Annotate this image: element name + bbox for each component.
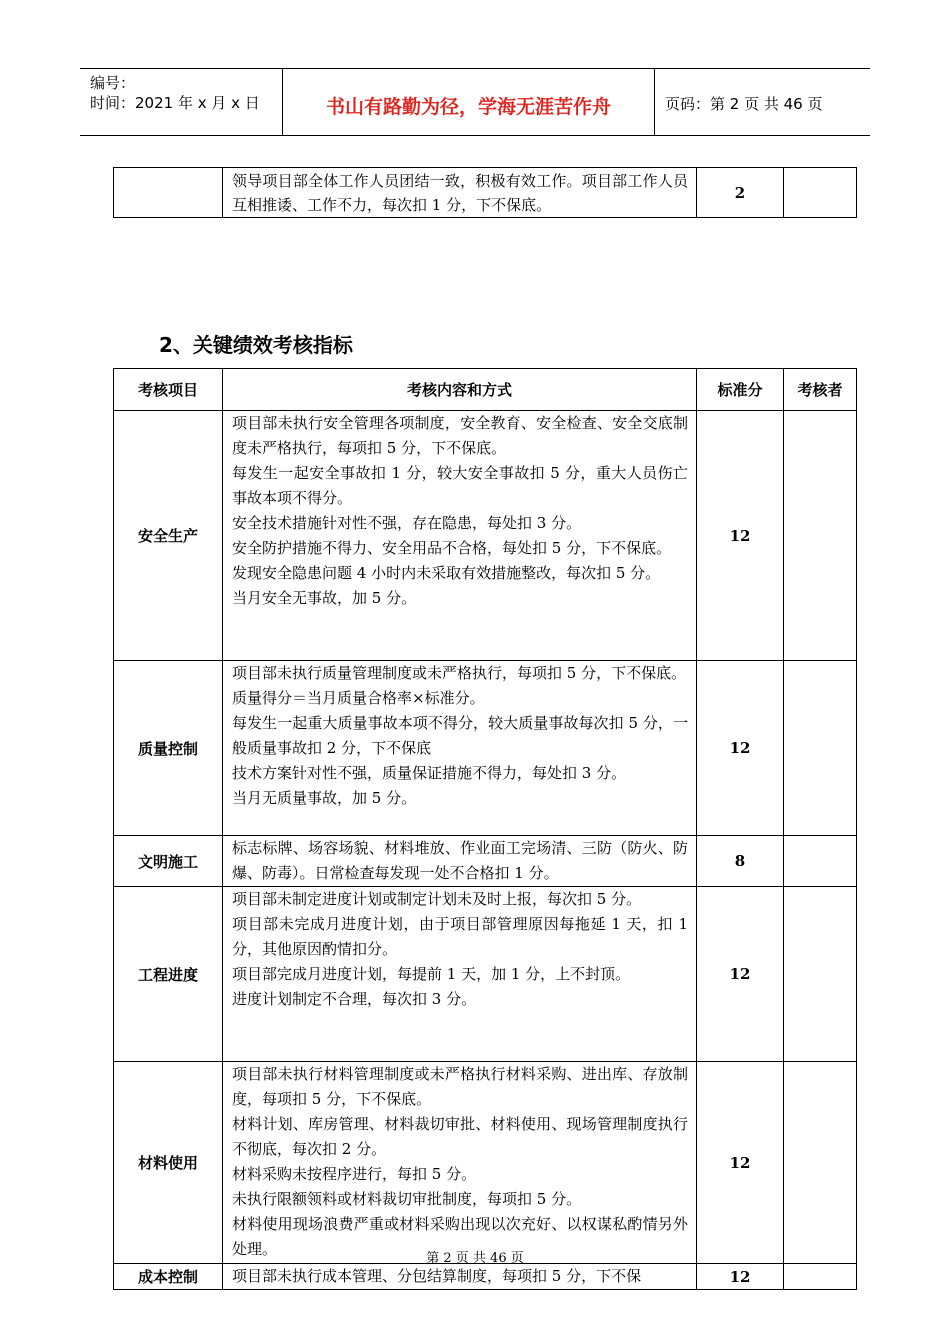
content-line: 安全技术措施针对性不强，存在隐患，每处扣 3 分。 — [232, 514, 582, 532]
section-title: 2、关键绩效考核指标 — [159, 333, 353, 357]
header-divider — [654, 69, 655, 135]
table-header-row — [114, 369, 857, 411]
score-cell: 12 — [697, 661, 784, 836]
content-line: 项目部未执行成本管理、分包结算制度，每项扣 5 分，下不保 — [232, 1267, 642, 1285]
content-line: 项目部未制定进度计划或制定计划未及时上报，每次扣 5 分。 — [232, 890, 642, 908]
item-cell: 安全生产 — [114, 411, 223, 661]
header-date: 时间：2021 年 x 月 x 日 — [90, 94, 260, 112]
content-cell — [223, 411, 697, 661]
header-motto: 书山有路勤为径，学海无涯苦作舟 — [325, 96, 611, 118]
score-cell: 12 — [697, 887, 784, 1062]
content-line: 当月安全无事故，加 5 分。 — [232, 589, 417, 607]
assessor-cell — [784, 1264, 857, 1290]
assessor-cell — [784, 1062, 857, 1264]
page-footer: 第 2 页 共 46 页 — [426, 1251, 524, 1266]
table-row — [114, 887, 857, 1062]
kpi-table-body — [114, 411, 857, 1290]
score-cell: 12 — [697, 1062, 784, 1264]
header-assessor: 考核者 — [784, 369, 857, 411]
content-line: 材料使用现场浪费严重或材料采购出现以次充好、以权谋私酌情另外处理。 — [232, 1215, 688, 1258]
assessor-cell — [784, 661, 857, 836]
item-cell — [114, 168, 223, 218]
content-cell — [223, 836, 697, 887]
kpi-table — [113, 368, 857, 1290]
table-row — [114, 411, 857, 661]
content-line: 每发生一起安全事故扣 1 分，较大安全事故扣 5 分，重大人员伤亡事故本项不得分。 — [232, 464, 688, 507]
page-header — [80, 68, 870, 136]
content-line: 项目部完成月进度计划，每提前 1 天，加 1 分，上不封顶。 — [232, 965, 631, 983]
table-row — [114, 168, 857, 218]
table-row — [114, 836, 857, 887]
content-line: 未执行限额领料或材料裁切审批制度，每项扣 5 分。 — [232, 1190, 582, 1208]
table-row — [114, 1062, 857, 1264]
content-line: 项目部未执行安全管理各项制度，安全教育、安全检查、安全交底制度未严格执行，每项扣 5 分，下不保底。 — [232, 414, 688, 457]
item-cell: 文明施工 — [114, 836, 223, 887]
content-line: 当月无质量事故，加 5 分。 — [232, 789, 417, 807]
content-line: 安全防护措施不得力、安全用品不合格，每处扣 5 分，下不保底。 — [232, 539, 672, 557]
content-line: 技术方案针对性不强，质量保证措施不得力，每处扣 3 分。 — [232, 764, 627, 782]
item-cell: 质量控制 — [114, 661, 223, 836]
score-cell: 2 — [697, 168, 784, 218]
content-line: 材料计划、库房管理、材料裁切审批、材料使用、现场管理制度执行不彻底，每次扣 2 分。 — [232, 1115, 688, 1158]
content-line: 材料采购未按程序进行，每扣 5 分。 — [232, 1165, 477, 1183]
content-line: 每发生一起重大质量事故本项不得分，较大质量事故每次扣 5 分，一般质量事故扣 2 分，下不保底 — [232, 714, 688, 757]
content-line: 发现安全隐患问题 4 小时内未采取有效措施整改，每次扣 5 分。 — [232, 564, 661, 582]
header-code-label: 编号： — [90, 74, 136, 92]
item-cell: 材料使用 — [114, 1062, 223, 1264]
assessor-cell — [784, 168, 857, 218]
content-line: 项目部未执行材料管理制度或未严格执行材料采购、进出库、存放制度，每项扣 5 分，下不保底。 — [232, 1065, 688, 1108]
content-cell — [223, 661, 697, 836]
content-cell — [223, 887, 697, 1062]
content-line: 标志标牌、场容场貌、材料堆放、作业面工完场清、三防（防火、防爆、防毒）。日常检查每发现一处不合格扣 1 分。 — [232, 839, 688, 882]
header-item: 考核项目 — [114, 369, 223, 411]
score-cell: 8 — [697, 836, 784, 887]
score-cell: 12 — [697, 1264, 784, 1290]
assessor-cell — [784, 887, 857, 1062]
header-score: 标准分 — [697, 369, 784, 411]
content-line: 质量得分＝当月质量合格率×标准分。 — [232, 689, 485, 707]
content-cell: 领导项目部全体工作人员团结一致，积极有效工作。项目部工作人员互相推诿、工作不力，每次扣 1 分，下不保底。 — [223, 168, 697, 218]
content-line: 进度计划制定不合理，每次扣 3 分。 — [232, 990, 477, 1008]
item-cell: 成本控制 — [114, 1264, 223, 1290]
table-row — [114, 1264, 857, 1290]
score-cell: 12 — [697, 411, 784, 661]
content-line: 项目部未执行质量管理制度或未严格执行，每项扣 5 分，下不保底。 — [232, 664, 687, 682]
content-line: 项目部未完成月进度计划，由于项目部管理原因每拖延 1 天，扣 1 分，其他原因酌情扣分。 — [232, 915, 688, 958]
header-page-info: 页码：第 2 页 共 46 页 — [665, 95, 823, 113]
content-cell — [223, 1062, 697, 1264]
assessor-cell — [784, 836, 857, 887]
table-row — [114, 661, 857, 836]
content-cell — [223, 1264, 697, 1290]
header-meta — [90, 73, 260, 113]
assessor-cell — [784, 411, 857, 661]
item-cell: 工程进度 — [114, 887, 223, 1062]
continued-table — [113, 167, 857, 218]
header-content: 考核内容和方式 — [223, 369, 697, 411]
